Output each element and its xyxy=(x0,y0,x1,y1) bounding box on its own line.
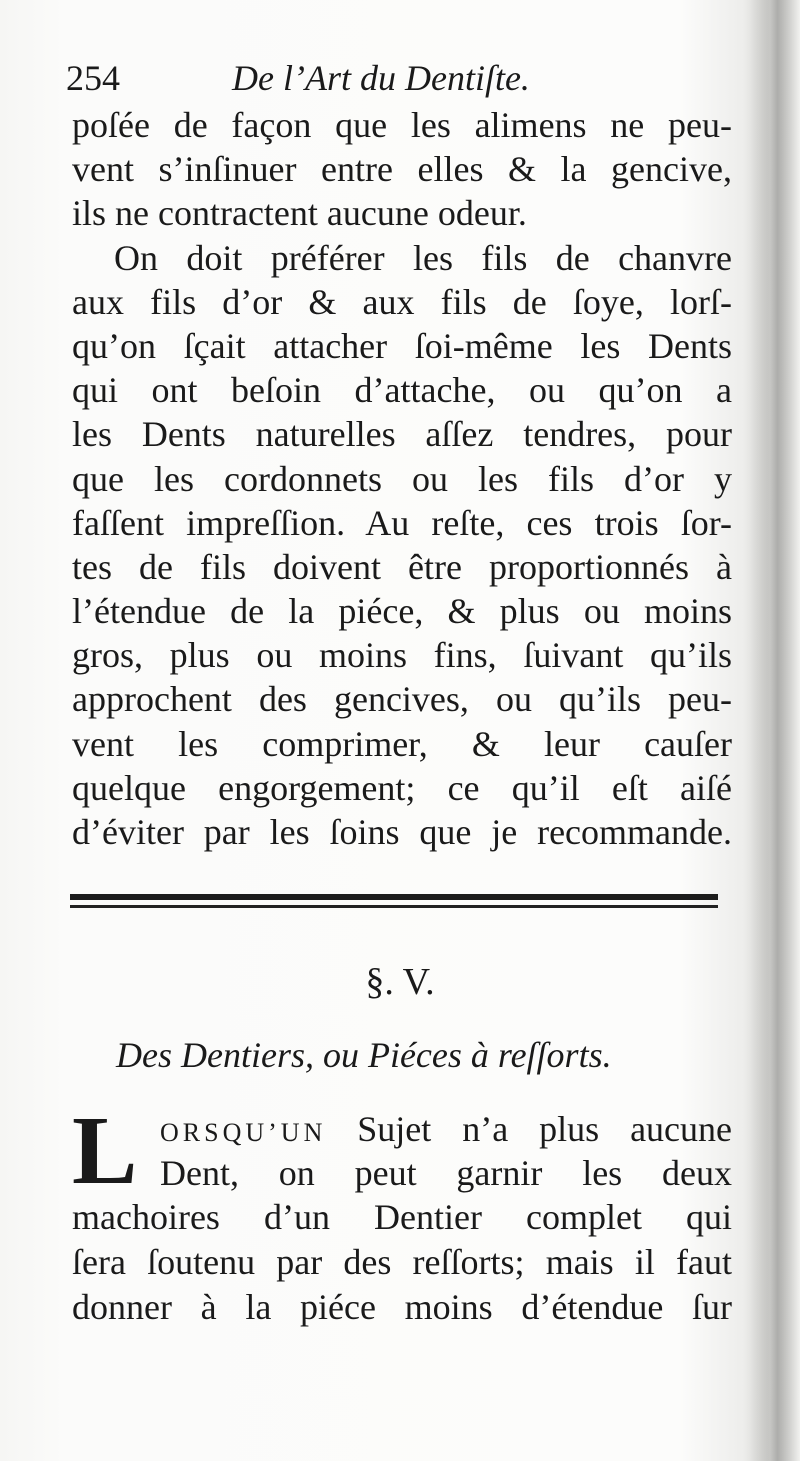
body-text xyxy=(72,103,732,854)
text-line: vent les comprimer, & leur cauſer xyxy=(72,723,732,764)
text-line: qu’on ſçait attacher ſoi-même les Dents xyxy=(72,325,732,366)
text-line: d’éviter par les ſoins que je recommande. xyxy=(72,812,732,852)
section-title: Des Dentiers, ou Piéces à reſſorts. xyxy=(116,1035,612,1075)
section-divider-rule xyxy=(70,894,718,916)
text-line: quelque engorgement; ce qu’il eſt aiſé xyxy=(72,767,732,808)
text-line: vent s’inſinuer entre elles & la gencive, xyxy=(72,149,732,190)
drop-cap-second-line: Dent, on peut garnir les deux xyxy=(160,1153,732,1193)
text-line: gros, plus ou moins fins, ſuivant qu’ils xyxy=(72,635,732,676)
text-line: approchent des gencives, ou qu’ils peu- xyxy=(72,679,732,720)
divider-thin-line xyxy=(70,905,718,908)
text-line: l’étendue de la piéce, & plus ou moins xyxy=(72,591,732,632)
page-header xyxy=(66,56,726,106)
text-line: faſſent impreſſion. Au reſte, ces trois ſor- xyxy=(72,502,732,543)
section-number: §. V. xyxy=(365,961,435,1003)
drop-cap-first-line xyxy=(160,1107,732,1155)
text-line: qui ont beſoin d’attache, ou qu’on a xyxy=(72,370,732,411)
text-line: les Dents naturelles aſſez tendres, pour xyxy=(72,414,732,455)
text-line: poſée de façon que les alimens ne peu- xyxy=(72,105,732,145)
drop-cap-letter: L xyxy=(72,1097,138,1205)
small-caps-word: ORSQU’UN xyxy=(160,1118,327,1147)
page-number: 254 xyxy=(66,58,120,98)
paragraph-dentiers xyxy=(72,1097,732,1330)
text-line: que les cordonnets ou les fils d’or y xyxy=(72,458,732,499)
first-line-rest: Sujet n’a plus aucune xyxy=(357,1109,732,1149)
text-line: ils ne contractent aucune odeur. xyxy=(72,193,527,234)
text-line: tes de fils doivent être proportionnés à xyxy=(72,546,732,587)
text-line: machoires d’un Dentier complet qui xyxy=(72,1197,732,1237)
text-line: donner à la piéce moins d’étendue ſur xyxy=(72,1287,732,1327)
text-line: On doit préférer les fils de chanvre xyxy=(114,237,732,278)
divider-thick-line xyxy=(70,894,718,900)
page-gutter-shadow xyxy=(750,0,800,1461)
running-head: De l’Art du Dentiſte. xyxy=(232,58,530,98)
drop-cap-block xyxy=(72,1097,732,1205)
text-line: ſera ſoutenu par des reſſorts; mais il faut xyxy=(72,1242,732,1282)
text-line: aux fils d’or & aux fils de ſoye, lorſ- xyxy=(72,281,732,322)
